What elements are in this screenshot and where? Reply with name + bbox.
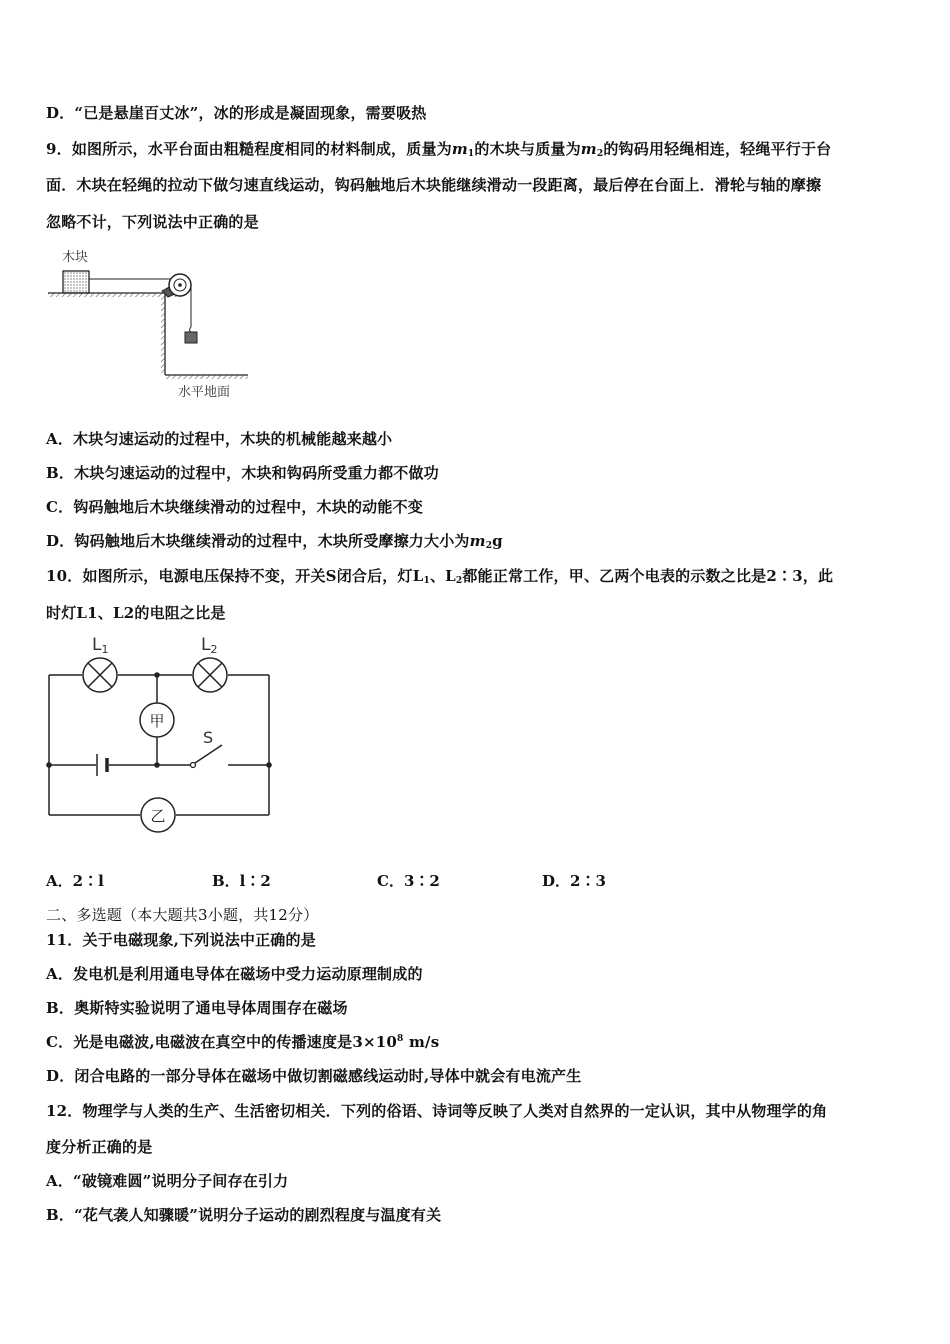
- q9-stem-line-1: 9．如图所示，水平台面由粗糙程度相同的材料制成，质量为$m_1$的木块与质量为$m_2$的钩码用轻绳相连，轻绳平行于台: [46, 140, 832, 159]
- q10-switch-label: S: [203, 728, 214, 747]
- q10-circuit-figure: [40, 630, 290, 840]
- q10-stem-line-1: 10．如图所示，电源电压保持不变，开关S闭合后，灯$L_1$、$L_2$都能正常工作，甲、乙两个电表的示数之比是2∶3，此: [46, 567, 834, 586]
- section-heading-multiple-choice: 二、多选题（本大题共3小题，共12分）: [46, 906, 319, 924]
- q9-stem-line-3: 忽略不计，下列说法中正确的是: [46, 213, 259, 231]
- q10-junction-mid: [154, 762, 160, 768]
- q10-meter-jia-label: 甲: [149, 712, 165, 730]
- q10-switch-blade: [195, 745, 222, 763]
- q9-pulley-figure: [40, 245, 270, 405]
- q9-table-edge-hatch: [161, 297, 165, 375]
- q10-stem-line-2: 时灯L1、L2的电阻之比是: [46, 604, 226, 622]
- q10-option-c: C．3∶2: [377, 872, 440, 890]
- q10-lamp-l1: [83, 658, 117, 692]
- q11-option-d: D．闭合电路的一部分导体在磁场中做切割磁感线运动时,导体中就会有电流产生: [46, 1067, 582, 1085]
- q10-lamp-l2: [193, 658, 227, 692]
- q12-stem-line-1: 12．物理学与人类的生产、生活密切相关．下列的俗语、诗词等反映了人类对自然界的一定认识，其中从物理学的角: [46, 1102, 828, 1120]
- q11-option-b: B．奥斯特实验说明了通电导体周围存在磁场: [46, 999, 348, 1017]
- q10-switch-pivot: [191, 763, 196, 768]
- q10-junction-right: [266, 762, 272, 768]
- q9-ground-label: 水平地面: [178, 385, 231, 400]
- q9-hook: [190, 327, 192, 332]
- q9-option-d: D．钩码触地后木块继续滑动的过程中，木块所受摩擦力大小为$m_2g$: [46, 532, 503, 551]
- q9-option-c: C．钩码触地后木块继续滑动的过程中，木块的动能不变: [46, 498, 423, 516]
- q11-option-a: A．发电机是利用通电导体在磁场中受力运动原理制成的: [46, 965, 423, 983]
- q9-hook-weight: [185, 332, 197, 343]
- q10-junction-left: [46, 762, 52, 768]
- q9-option-b: B．木块匀速运动的过程中，木块和钩码所受重力都不做功: [46, 464, 439, 482]
- q10-lamp-l2-label: L2: [201, 635, 218, 656]
- q11-option-c: C．光是电磁波,电磁波在真空中的传播速度是$3\times 10^8$ m/s: [46, 1033, 440, 1051]
- q12-option-a: A．“破镜难圆”说明分子间存在引力: [46, 1172, 289, 1190]
- q10-option-d: D．2∶3: [542, 872, 606, 890]
- q10-meter-yi-label: 乙: [150, 807, 166, 825]
- q11-stem: 11．关于电磁现象,下列说法中正确的是: [46, 931, 316, 949]
- q9-wood-block: [63, 271, 89, 293]
- q9-option-a: A．木块匀速运动的过程中，木块的机械能越来越小: [46, 430, 393, 448]
- q12-stem-line-2: 度分析正确的是: [46, 1138, 153, 1156]
- q12-option-b: B．“花气袭人知骤暖”说明分子运动的剧烈程度与温度有关: [46, 1206, 442, 1224]
- q10-option-a: A．2∶l: [46, 872, 104, 890]
- q10-lamp-l1-label: L1: [92, 635, 109, 656]
- q9-ground-hatch: [165, 375, 248, 379]
- q9-pulley-axle: [178, 283, 182, 287]
- q9-stem-line-2: 面．木块在轻绳的拉动下做匀速直线运动，钩码触地后木块能继续滑动一段距离，最后停在台面上．滑轮与轴的摩擦: [46, 176, 822, 194]
- q10-option-b: B．l∶2: [212, 872, 271, 890]
- q10-junction-top: [154, 672, 160, 678]
- q8-option-d: D．“已是悬崖百丈冰”，冰的形成是凝固现象，需要吸热: [46, 104, 427, 122]
- q9-block-label: 木块: [62, 250, 89, 265]
